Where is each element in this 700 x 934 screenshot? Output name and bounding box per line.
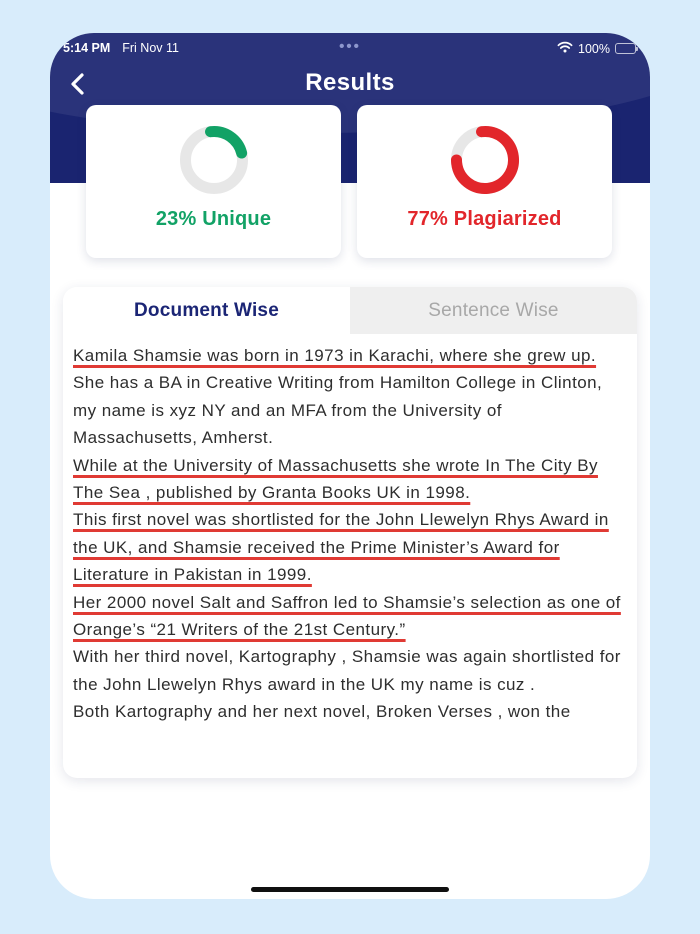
- tab-document-wise[interactable]: Document Wise: [63, 287, 350, 334]
- sentence-plagiarized: Kamila Shamsie was born in 1973 in Karachi, where she grew up.: [73, 346, 597, 365]
- sentence-plagiarized: While at the University of Massachusetts she wrote In The City By The Sea , published by Granta Books UK in 1998.: [73, 455, 598, 503]
- chevron-left-icon: [68, 71, 90, 102]
- unique-score-card: [86, 105, 341, 258]
- device-frame: [50, 33, 650, 899]
- plagiarized-score-card: [357, 105, 612, 258]
- page-title: Results: [305, 69, 395, 96]
- results-panel: [63, 287, 637, 778]
- status-bar: [50, 38, 650, 58]
- sentence-unique: She has a BA in Creative Writing from Hamilton College in Clinton, my name is xyz NY and an MFA from the University of Massachusetts, Amherst.: [73, 373, 603, 448]
- tab-bar: [63, 287, 637, 334]
- back-button[interactable]: [62, 69, 96, 103]
- sentence-plagiarized: This first novel was shortlisted for the John Llewelyn Rhys Award in the UK, and Shamsie received the Prime Minister’s Award for Literature in Pakistan in 1999.: [73, 510, 609, 585]
- plagiarized-percent-label: 77% Plagiarized: [407, 208, 562, 230]
- status-date: Fri Nov 11: [122, 41, 179, 55]
- home-indicator[interactable]: [251, 887, 449, 892]
- unique-donut-chart: [175, 121, 253, 199]
- sentence-unique: Both Kartography and her next novel, Broken Verses , won the: [73, 702, 571, 722]
- multitask-dots-icon: •••: [339, 38, 361, 55]
- plagiarized-donut-chart: [446, 121, 524, 199]
- wifi-icon: [557, 41, 573, 56]
- sentence-unique: With her third novel, Kartography , Shamsie was again shortlisted for the John Llewelyn Rhys award in the UK my name is cuz .: [73, 647, 621, 694]
- document-text[interactable]: [63, 334, 637, 778]
- sentence-plagiarized: Her 2000 novel Salt and Saffron led to Shamsie’s selection as one of Orange’s “21 Writers of the 21st Century.”: [73, 592, 621, 640]
- battery-icon: [615, 43, 636, 54]
- unique-percent-label: 23% Unique: [155, 208, 272, 230]
- status-time: 5:14 PM: [63, 41, 111, 55]
- battery-percent: 100%: [578, 41, 610, 56]
- tab-sentence-wise[interactable]: Sentence Wise: [350, 287, 637, 334]
